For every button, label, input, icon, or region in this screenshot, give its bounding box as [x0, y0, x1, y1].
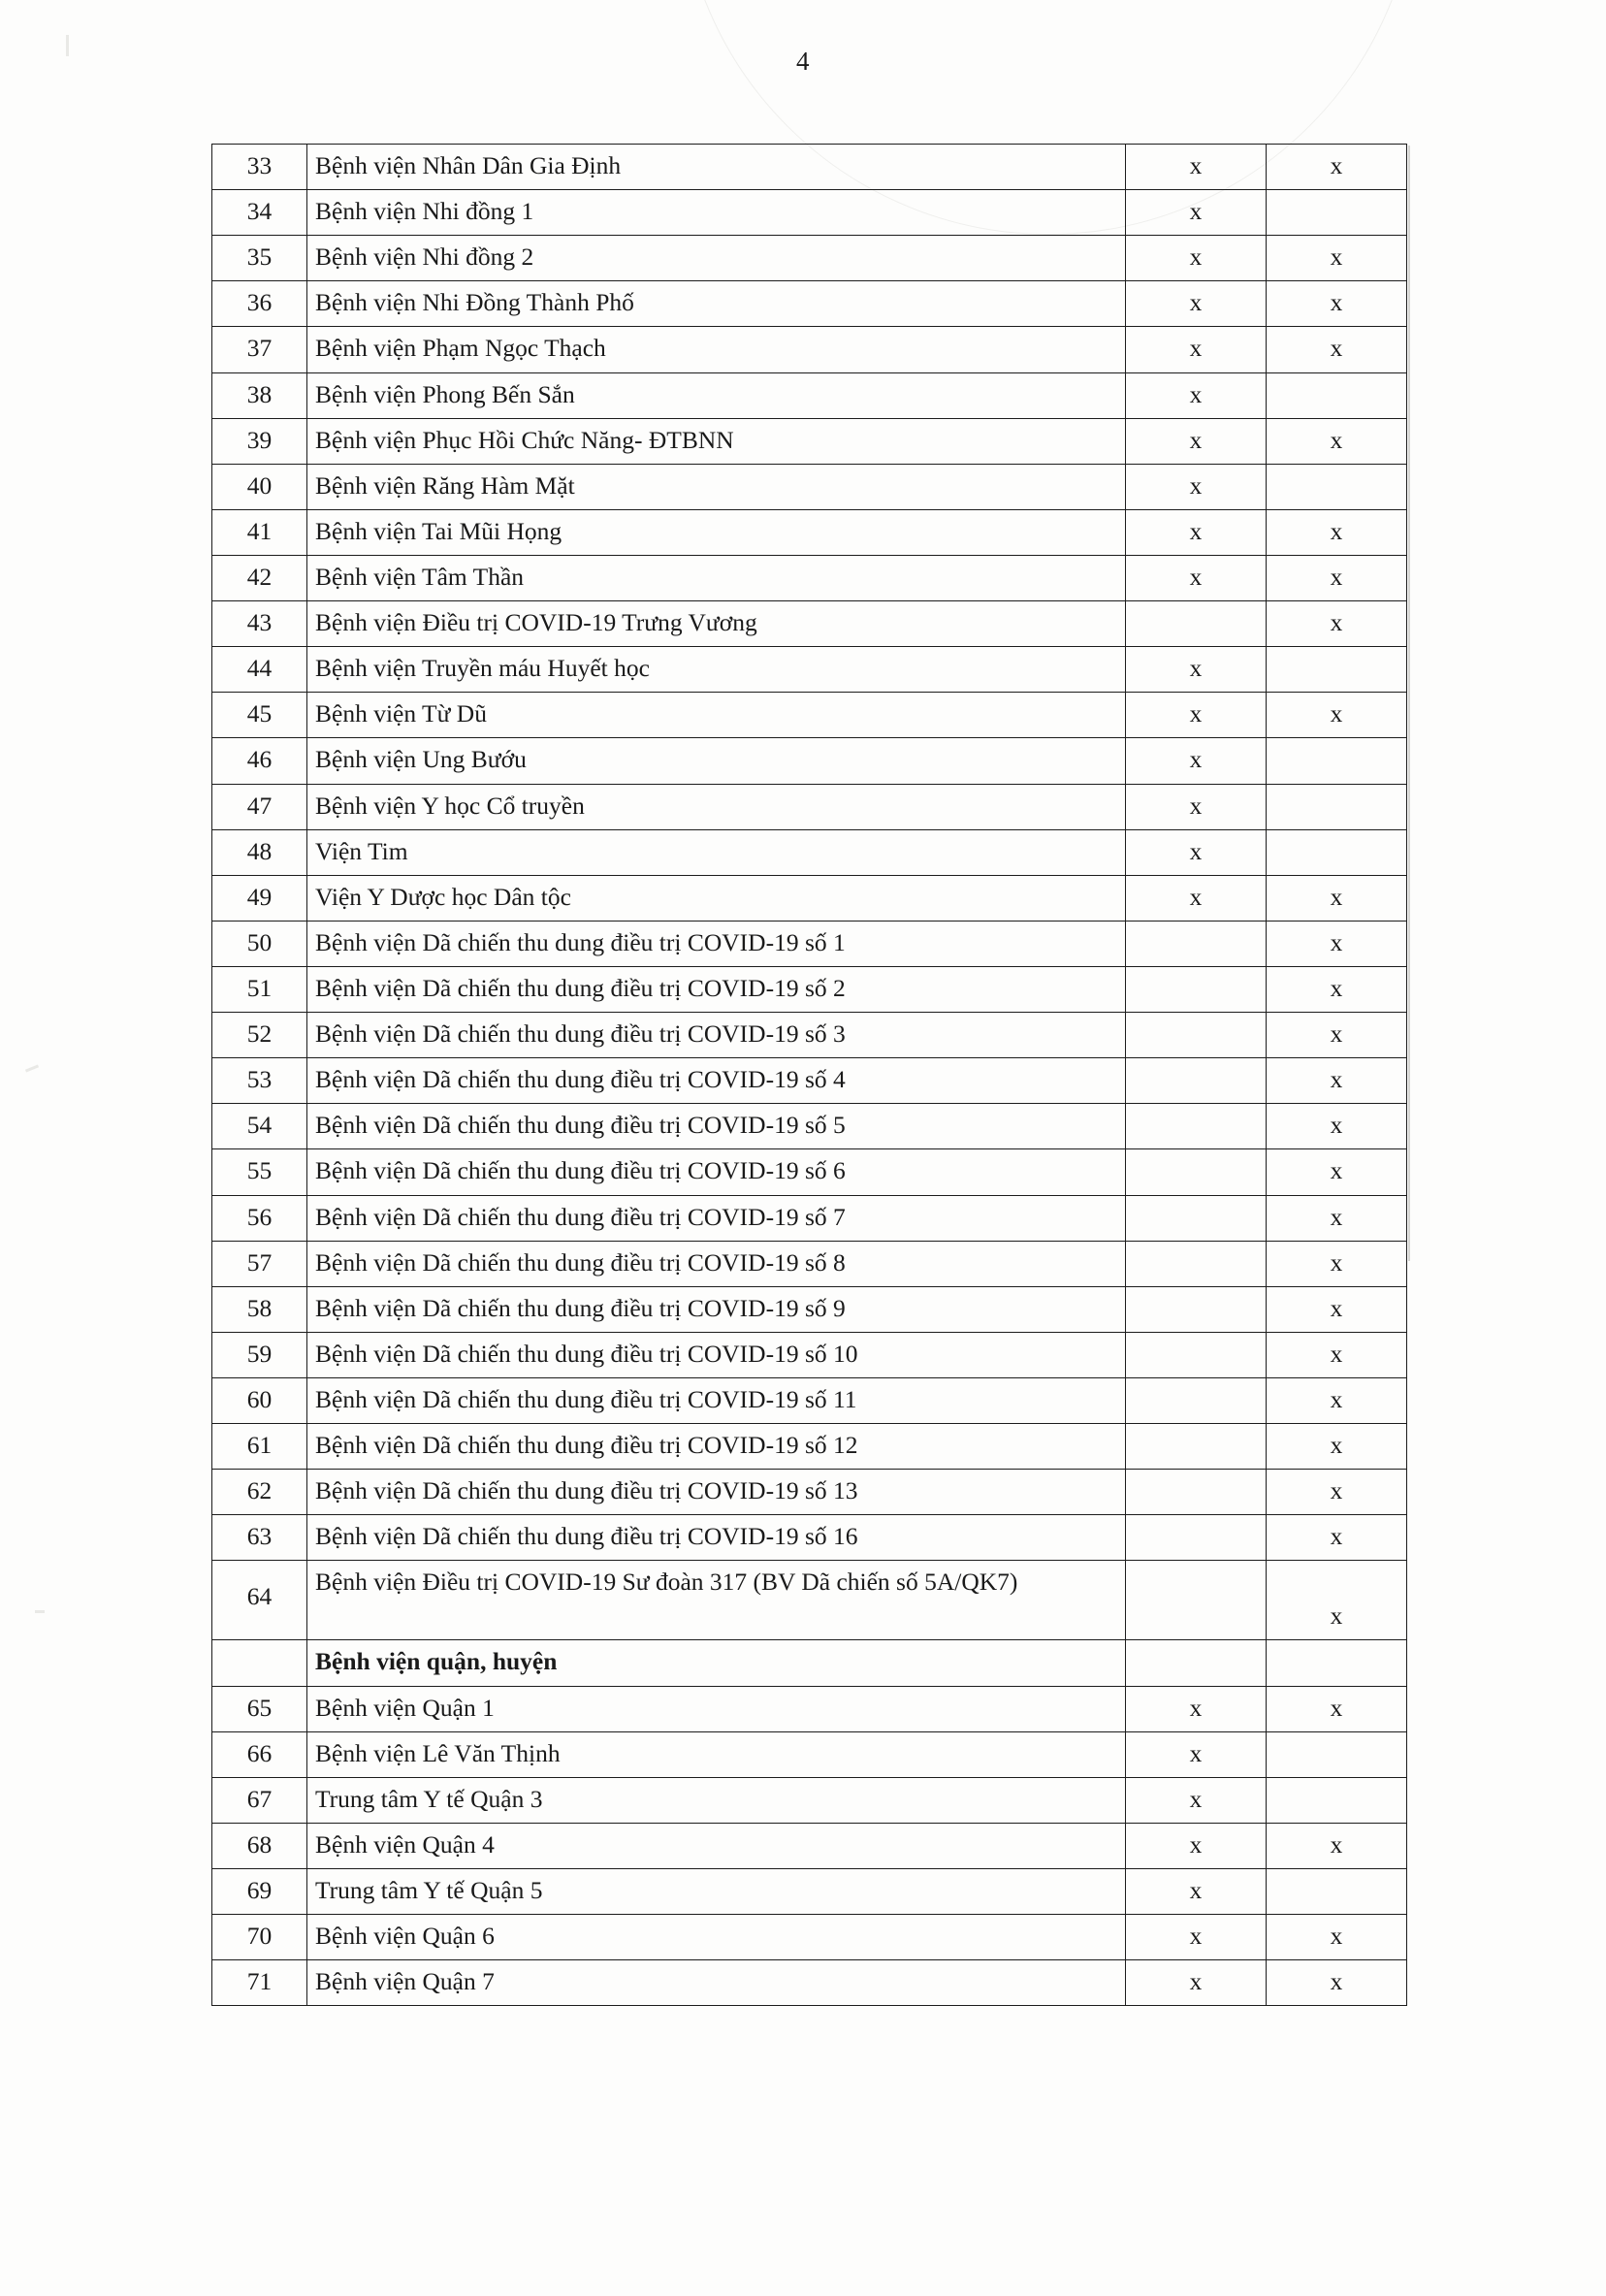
facility-name-cell: Bệnh viện Phạm Ngọc Thạch	[307, 327, 1126, 372]
row-index-cell: 33	[212, 145, 307, 190]
row-index-cell: 65	[212, 1686, 307, 1731]
table-row	[212, 1731, 1407, 1777]
row-index-cell: 67	[212, 1777, 307, 1823]
facility-name-cell: Bệnh viện Quận 4	[307, 1823, 1126, 1868]
mark-column-2-cell	[1267, 738, 1407, 784]
scan-artifact-speck	[35, 1610, 45, 1613]
facility-name-cell: Bệnh viện Dã chiến thu dung điều trị COVID-19 số 3	[307, 1013, 1126, 1058]
row-index-cell: 39	[212, 418, 307, 464]
table-row	[212, 966, 1407, 1012]
row-index-cell: 50	[212, 921, 307, 966]
table-row	[212, 1515, 1407, 1561]
facility-name-cell: Bệnh viện Điều trị COVID-19 Trưng Vương	[307, 601, 1126, 647]
mark-column-1-cell: x	[1126, 509, 1267, 555]
table-row	[212, 509, 1407, 555]
mark-column-2-cell: x	[1267, 1424, 1407, 1470]
mark-column-1-cell: x	[1126, 464, 1267, 509]
table-row	[212, 647, 1407, 693]
table-row	[212, 1424, 1407, 1470]
mark-column-2-cell: x	[1267, 1915, 1407, 1960]
scan-artifact-edge-line	[1408, 146, 1410, 1261]
row-index-cell: 44	[212, 647, 307, 693]
row-index-cell: 53	[212, 1058, 307, 1104]
mark-column-2-cell: x	[1267, 875, 1407, 921]
facility-name-cell: Viện Y Dược học Dân tộc	[307, 875, 1126, 921]
row-index-cell: 52	[212, 1013, 307, 1058]
mark-column-2-cell: x	[1267, 1104, 1407, 1149]
table-row	[212, 1561, 1407, 1640]
row-index-cell: 58	[212, 1286, 307, 1332]
table-row	[212, 829, 1407, 875]
mark-column-1-cell	[1126, 1332, 1267, 1377]
row-index-cell: 57	[212, 1241, 307, 1286]
mark-column-1-cell: x	[1126, 327, 1267, 372]
table-row	[212, 1960, 1407, 2006]
mark-column-1-cell	[1126, 1515, 1267, 1561]
facility-name-cell: Bệnh viện Dã chiến thu dung điều trị COVID-19 số 10	[307, 1332, 1126, 1377]
facility-name-cell: Bệnh viện Quận 7	[307, 1960, 1126, 2006]
mark-column-2-cell	[1267, 1777, 1407, 1823]
mark-column-1-cell: x	[1126, 829, 1267, 875]
facility-name-cell: Trung tâm Y tế Quận 5	[307, 1868, 1126, 1914]
row-index-cell: 40	[212, 464, 307, 509]
row-index-cell	[212, 1640, 307, 1686]
mark-column-2-cell: x	[1267, 1013, 1407, 1058]
mark-column-1-cell: x	[1126, 738, 1267, 784]
mark-column-2-cell: x	[1267, 1823, 1407, 1868]
table-row	[212, 555, 1407, 600]
table-row	[212, 281, 1407, 327]
mark-column-1-cell: x	[1126, 1960, 1267, 2006]
mark-column-2-cell: x	[1267, 1332, 1407, 1377]
facility-name-cell: Bệnh viện Dã chiến thu dung điều trị COVID-19 số 12	[307, 1424, 1126, 1470]
row-index-cell: 36	[212, 281, 307, 327]
row-index-cell: 60	[212, 1377, 307, 1423]
mark-column-2-cell: x	[1267, 1149, 1407, 1195]
table-row	[212, 464, 1407, 509]
table-row	[212, 1868, 1407, 1914]
facility-name-cell: Bệnh viện Tai Mũi Họng	[307, 509, 1126, 555]
mark-column-1-cell	[1126, 1104, 1267, 1149]
row-index-cell: 35	[212, 236, 307, 281]
row-index-cell: 68	[212, 1823, 307, 1868]
row-index-cell: 61	[212, 1424, 307, 1470]
row-index-cell: 41	[212, 509, 307, 555]
facility-name-cell: Bệnh viện Quận 6	[307, 1915, 1126, 1960]
facility-name-cell: Bệnh viện Dã chiến thu dung điều trị COVID-19 số 13	[307, 1470, 1126, 1515]
facility-name-cell: Bệnh viện Dã chiến thu dung điều trị COVID-19 số 1	[307, 921, 1126, 966]
mark-column-2-cell: x	[1267, 1515, 1407, 1561]
facility-name-cell: Bệnh viện Quận 1	[307, 1686, 1126, 1731]
facility-name-cell: Bệnh viện Ung Bướu	[307, 738, 1126, 784]
facility-name-cell: Trung tâm Y tế Quận 3	[307, 1777, 1126, 1823]
mark-column-1-cell	[1126, 966, 1267, 1012]
row-index-cell: 43	[212, 601, 307, 647]
table-row	[212, 1915, 1407, 1960]
table-row	[212, 145, 1407, 190]
mark-column-2-cell: x	[1267, 1195, 1407, 1241]
row-index-cell: 64	[212, 1561, 307, 1640]
table-row	[212, 1470, 1407, 1515]
facility-name-cell: Bệnh viện Từ Dũ	[307, 693, 1126, 738]
facility-name-cell: Bệnh viện Dã chiến thu dung điều trị COVID-19 số 8	[307, 1241, 1126, 1286]
table-row	[212, 372, 1407, 418]
facility-name-cell: Bệnh viện Dã chiến thu dung điều trị COVID-19 số 11	[307, 1377, 1126, 1423]
mark-column-2-cell: x	[1267, 236, 1407, 281]
row-index-cell: 55	[212, 1149, 307, 1195]
mark-column-1-cell	[1126, 1058, 1267, 1104]
row-index-cell: 59	[212, 1332, 307, 1377]
facility-name-cell: Bệnh viện Dã chiến thu dung điều trị COVID-19 số 16	[307, 1515, 1126, 1561]
mark-column-2-cell	[1267, 372, 1407, 418]
row-index-cell: 66	[212, 1731, 307, 1777]
facility-name-cell: Bệnh viện Nhi Đồng Thành Phố	[307, 281, 1126, 327]
table-row	[212, 327, 1407, 372]
facility-name-cell: Bệnh viện Dã chiến thu dung điều trị COVID-19 số 2	[307, 966, 1126, 1012]
mark-column-1-cell: x	[1126, 281, 1267, 327]
mark-column-1-cell	[1126, 1195, 1267, 1241]
facility-name-cell: Bệnh viện Tâm Thần	[307, 555, 1126, 600]
page-number: 4	[796, 47, 810, 76]
facility-name-cell: Bệnh viện Nhi đồng 1	[307, 190, 1126, 236]
mark-column-1-cell: x	[1126, 1731, 1267, 1777]
mark-column-1-cell: x	[1126, 555, 1267, 600]
mark-column-1-cell: x	[1126, 418, 1267, 464]
mark-column-2-cell: x	[1267, 555, 1407, 600]
mark-column-2-cell: x	[1267, 966, 1407, 1012]
mark-column-1-cell: x	[1126, 1915, 1267, 1960]
facility-name-cell: Viện Tim	[307, 829, 1126, 875]
table-row	[212, 1241, 1407, 1286]
mark-column-2-cell: x	[1267, 327, 1407, 372]
facility-name-cell: Bệnh viện Điều trị COVID-19 Sư đoàn 317 (BV Dã chiến số 5A/QK7)	[307, 1561, 1126, 1640]
mark-column-1-cell: x	[1126, 1823, 1267, 1868]
table-row	[212, 1377, 1407, 1423]
mark-column-1-cell	[1126, 1640, 1267, 1686]
table-row	[212, 921, 1407, 966]
facility-name-cell: Bệnh viện Phục Hồi Chức Năng- ĐTBNN	[307, 418, 1126, 464]
row-index-cell: 54	[212, 1104, 307, 1149]
row-index-cell: 38	[212, 372, 307, 418]
table-row	[212, 1777, 1407, 1823]
row-index-cell: 42	[212, 555, 307, 600]
table-row	[212, 1332, 1407, 1377]
facility-name-cell: Bệnh viện Nhi đồng 2	[307, 236, 1126, 281]
scan-artifact-speck	[25, 1064, 39, 1072]
mark-column-2-cell: x	[1267, 1686, 1407, 1731]
mark-column-2-cell: x	[1267, 509, 1407, 555]
table-row	[212, 1149, 1407, 1195]
table-row	[212, 1013, 1407, 1058]
mark-column-1-cell: x	[1126, 236, 1267, 281]
table-row	[212, 190, 1407, 236]
mark-column-1-cell: x	[1126, 1686, 1267, 1731]
mark-column-2-cell: x	[1267, 1241, 1407, 1286]
mark-column-1-cell: x	[1126, 190, 1267, 236]
facility-name-cell: Bệnh viện Y học Cổ truyền	[307, 784, 1126, 829]
row-index-cell: 63	[212, 1515, 307, 1561]
row-index-cell: 48	[212, 829, 307, 875]
row-index-cell: 49	[212, 875, 307, 921]
mark-column-1-cell	[1126, 1013, 1267, 1058]
table-row	[212, 1058, 1407, 1104]
mark-column-2-cell: x	[1267, 281, 1407, 327]
mark-column-1-cell: x	[1126, 875, 1267, 921]
mark-column-1-cell: x	[1126, 647, 1267, 693]
row-index-cell: 37	[212, 327, 307, 372]
facility-name-cell: Bệnh viện Dã chiến thu dung điều trị COVID-19 số 6	[307, 1149, 1126, 1195]
row-index-cell: 45	[212, 693, 307, 738]
mark-column-1-cell	[1126, 1286, 1267, 1332]
mark-column-2-cell	[1267, 1640, 1407, 1686]
table-row	[212, 1104, 1407, 1149]
mark-column-1-cell: x	[1126, 372, 1267, 418]
facility-name-cell: Bệnh viện Dã chiến thu dung điều trị COVID-19 số 5	[307, 1104, 1126, 1149]
facility-name-cell: Bệnh viện Nhân Dân Gia Định	[307, 145, 1126, 190]
mark-column-1-cell: x	[1126, 1868, 1267, 1914]
row-index-cell: 69	[212, 1868, 307, 1914]
table-row	[212, 693, 1407, 738]
mark-column-2-cell	[1267, 647, 1407, 693]
mark-column-2-cell: x	[1267, 693, 1407, 738]
row-index-cell: 62	[212, 1470, 307, 1515]
hospital-list-table-body	[212, 145, 1407, 2006]
mark-column-1-cell	[1126, 1470, 1267, 1515]
table-row	[212, 1286, 1407, 1332]
table-row	[212, 1823, 1407, 1868]
table-row	[212, 236, 1407, 281]
hospital-list-table-container	[211, 144, 1406, 2006]
facility-name-cell: Bệnh viện quận, huyện	[307, 1640, 1126, 1686]
facility-name-cell: Bệnh viện Dã chiến thu dung điều trị COVID-19 số 9	[307, 1286, 1126, 1332]
row-index-cell: 71	[212, 1960, 307, 2006]
mark-column-1-cell: x	[1126, 784, 1267, 829]
mark-column-2-cell	[1267, 784, 1407, 829]
mark-column-2-cell: x	[1267, 418, 1407, 464]
mark-column-1-cell	[1126, 1377, 1267, 1423]
row-index-cell: 56	[212, 1195, 307, 1241]
table-row	[212, 1686, 1407, 1731]
facility-name-cell: Bệnh viện Răng Hàm Mặt	[307, 464, 1126, 509]
mark-column-1-cell	[1126, 921, 1267, 966]
mark-column-1-cell	[1126, 1561, 1267, 1640]
mark-column-2-cell: x	[1267, 1960, 1407, 2006]
facility-name-cell: Bệnh viện Truyền máu Huyết học	[307, 647, 1126, 693]
mark-column-1-cell	[1126, 601, 1267, 647]
mark-column-1-cell: x	[1126, 693, 1267, 738]
table-row	[212, 601, 1407, 647]
hospital-list-table	[211, 144, 1407, 2006]
mark-column-2-cell: x	[1267, 601, 1407, 647]
row-index-cell: 47	[212, 784, 307, 829]
table-row	[212, 784, 1407, 829]
facility-name-cell: Bệnh viện Phong Bến Sắn	[307, 372, 1126, 418]
mark-column-2-cell: x	[1267, 1470, 1407, 1515]
table-row	[212, 418, 1407, 464]
row-index-cell: 46	[212, 738, 307, 784]
mark-column-1-cell: x	[1126, 145, 1267, 190]
mark-column-1-cell	[1126, 1241, 1267, 1286]
mark-column-2-cell	[1267, 190, 1407, 236]
mark-column-2-cell: x	[1267, 1561, 1407, 1640]
mark-column-1-cell	[1126, 1149, 1267, 1195]
facility-name-cell: Bệnh viện Dã chiến thu dung điều trị COVID-19 số 4	[307, 1058, 1126, 1104]
mark-column-2-cell: x	[1267, 145, 1407, 190]
mark-column-2-cell	[1267, 829, 1407, 875]
facility-name-cell: Bệnh viện Dã chiến thu dung điều trị COVID-19 số 7	[307, 1195, 1126, 1241]
mark-column-2-cell	[1267, 464, 1407, 509]
mark-column-2-cell	[1267, 1868, 1407, 1914]
table-row	[212, 1195, 1407, 1241]
mark-column-2-cell: x	[1267, 1058, 1407, 1104]
row-index-cell: 70	[212, 1915, 307, 1960]
mark-column-2-cell: x	[1267, 1377, 1407, 1423]
mark-column-1-cell	[1126, 1424, 1267, 1470]
row-index-cell: 34	[212, 190, 307, 236]
mark-column-2-cell	[1267, 1731, 1407, 1777]
mark-column-1-cell: x	[1126, 1777, 1267, 1823]
table-group-row	[212, 1640, 1407, 1686]
mark-column-2-cell: x	[1267, 1286, 1407, 1332]
row-index-cell: 51	[212, 966, 307, 1012]
facility-name-cell: Bệnh viện Lê Văn Thịnh	[307, 1731, 1126, 1777]
table-row	[212, 738, 1407, 784]
mark-column-2-cell: x	[1267, 921, 1407, 966]
table-row	[212, 875, 1407, 921]
